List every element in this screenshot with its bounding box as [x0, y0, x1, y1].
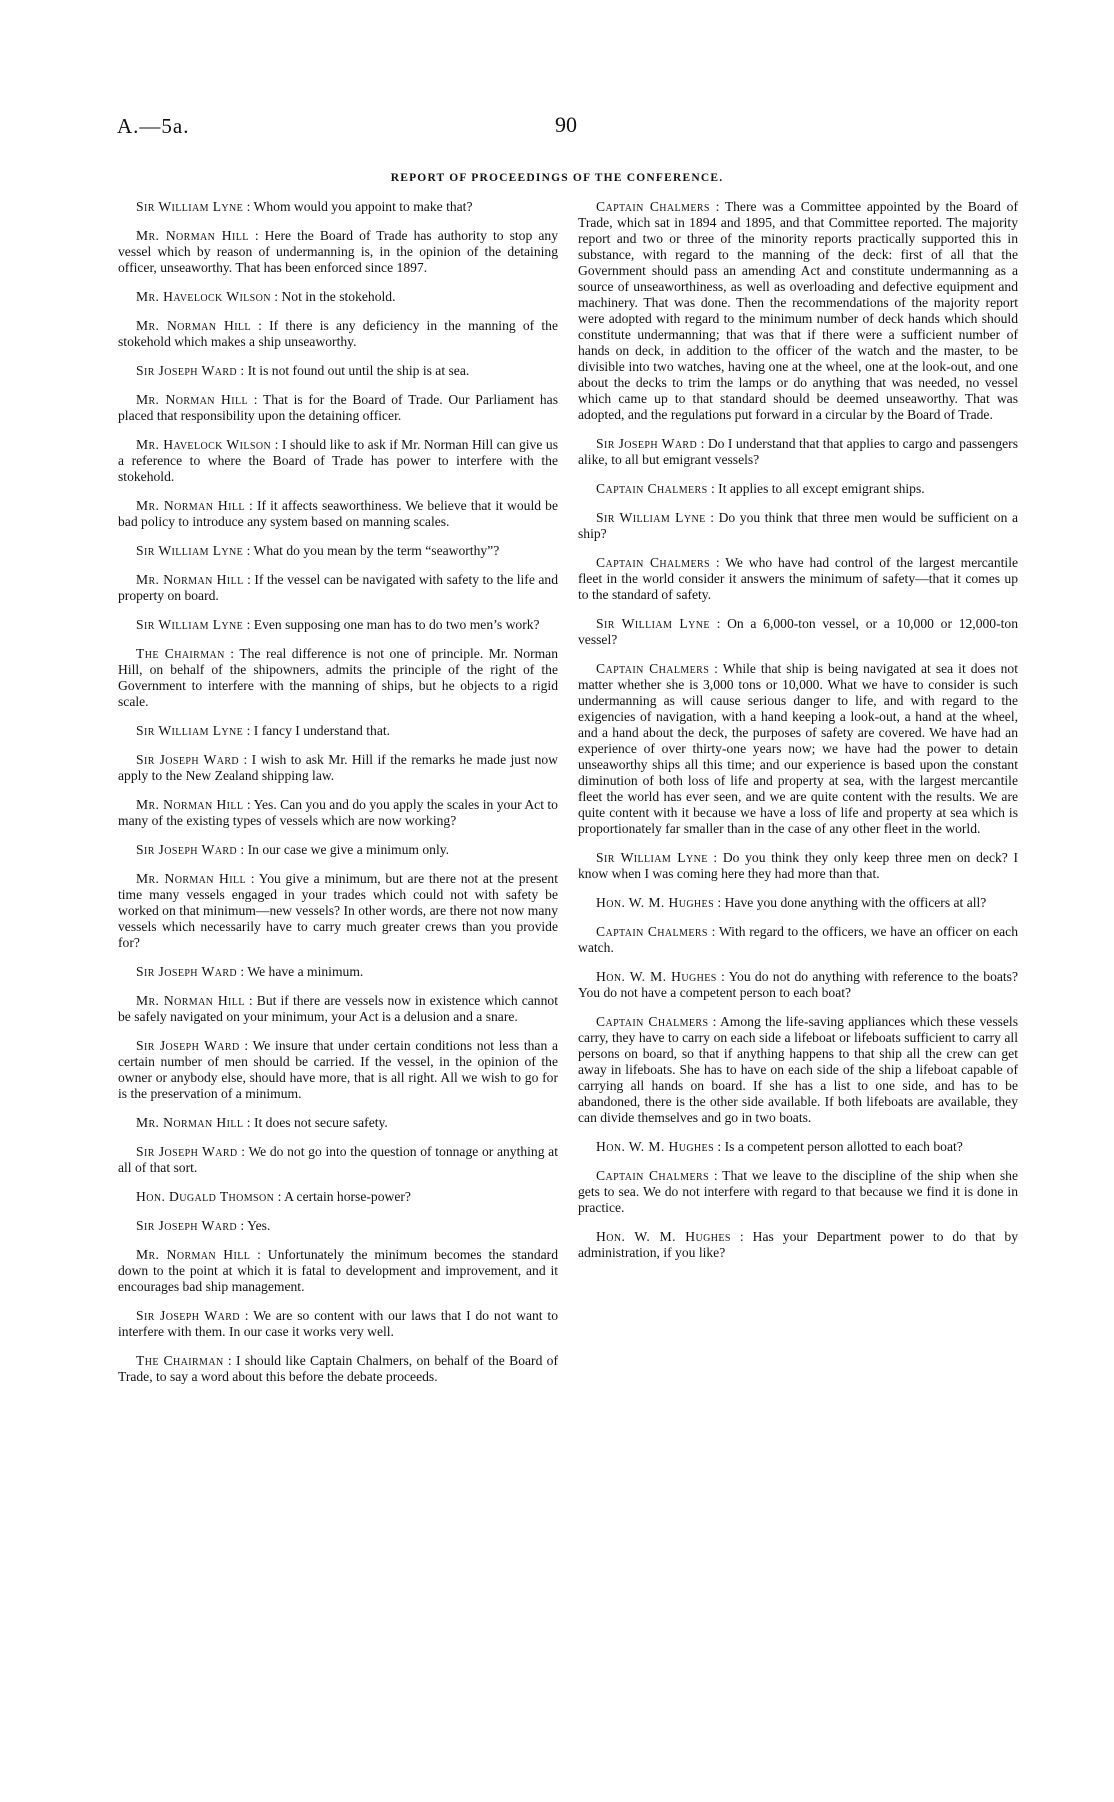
speaker-name: Hon. W. M. Hughes	[596, 895, 715, 910]
speaker-name: Sir William Lyne	[136, 617, 244, 632]
speech-paragraph	[578, 199, 1018, 423]
speaker-separator: :	[707, 481, 719, 496]
speech-text: On a 6,000-ton vessel, or a 10,000 or 12,000-ton vessel?	[578, 616, 1018, 647]
speech-paragraph	[118, 797, 558, 829]
speaker-name: Mr. Norman Hill	[136, 993, 245, 1008]
speaker-separator: :	[709, 199, 725, 214]
document-reference: A.—5a.	[117, 114, 190, 138]
speaker-separator: :	[248, 392, 263, 407]
speech-paragraph	[578, 481, 1018, 497]
speaker-name: Sir Joseph Ward	[136, 1038, 240, 1053]
page-number: 90	[555, 112, 577, 137]
speaker-name: Sir Joseph Ward	[136, 1218, 238, 1233]
speech-paragraph	[118, 318, 558, 350]
speaker-name: Sir William Lyne	[136, 723, 244, 738]
speech-text: Not in the stokehold.	[281, 289, 396, 304]
speech-text: That is for the Board of Trade. Our Parliament has placed that responsibility upon the detaining officer.	[118, 392, 558, 423]
speech-text: There was a Committee appointed by the Board of Trade, which sat in 1894 and 1895, and that Committee reported. The majority report and two or three of the minority reports practically supported this in substance, with regard to the manning of the deck: first of all that the Government should pass an amending Act and constitute undermanning as a source of unseaworthiness, as well as overloading and defective equipment and machinery. That was done. Then the recommendations of the majority report were adopted with regard to the minimum number of deck hands which should constitute undermanning; that was that if there were a sufficient number of hands on deck, in addition to the officer of the watch and the master, to be divisible into two watches, having one at the wheel, one at the look-out, and one about the decks to trim the lamps or do anything that was needed, no vessel which came up to that standard should be deemed unseaworthy. That was adopted, and the regulations put forward in a circular by the Board of Trade.	[578, 199, 1018, 422]
speaker-separator: :	[714, 895, 725, 910]
speaker-separator: :	[243, 723, 254, 738]
speech-paragraph	[118, 392, 558, 424]
speaker-name: Captain Chalmers	[596, 1168, 709, 1183]
speaker-separator: :	[223, 1353, 236, 1368]
speech-text: We insure that under certain conditions not less than a certain number of men should be carried. If the vessel, in the opinion of the owner or anybody else, should have more, that is all right. All we wish to go for is the preservation of a minimum.	[118, 1038, 558, 1101]
speaker-separator: :	[243, 1115, 254, 1130]
speech-paragraph	[578, 661, 1018, 837]
speaker-name: Sir William Lyne	[596, 510, 706, 525]
speaker-name: Mr. Norman Hill	[136, 871, 247, 886]
speech-text: It is not found out until the ship is at sea.	[247, 363, 470, 378]
speaker-separator: :	[716, 969, 729, 984]
speech-paragraph	[118, 1189, 558, 1205]
speaker-separator: :	[274, 1189, 285, 1204]
speech-paragraph	[118, 617, 558, 633]
speech-text: I fancy I understand that.	[253, 723, 391, 738]
speaker-separator: :	[707, 924, 719, 939]
speaker-name: Captain Chalmers	[596, 1014, 709, 1029]
speech-paragraph	[578, 1014, 1018, 1126]
speaker-name: Sir Joseph Ward	[136, 964, 238, 979]
speaker-name: Mr. Norman Hill	[136, 498, 245, 513]
speaker-name: Mr. Norman Hill	[136, 797, 244, 812]
speaker-separator: :	[243, 617, 254, 632]
speech-text: We are so content with our laws that I do not want to interfere with them. In our case it works very well.	[118, 1308, 558, 1339]
speaker-name: Mr. Norman Hill	[136, 318, 251, 333]
speech-paragraph	[118, 289, 558, 305]
speech-paragraph	[118, 199, 558, 215]
speaker-name: Sir William Lyne	[596, 850, 708, 865]
speaker-separator: :	[697, 436, 708, 451]
speech-text: While that ship is being navigated at sea it does not matter whether she is 3,000 tons or 10,000. What we have to consider is such undermanning as will cause serious danger to life, and with regard to the exigencies of navigation, with a hand keeping a look-out, a hand at the wheel, and a hand about the deck, the purposes of safety are covered. We have had an experience of over thirty-one years now; we have had the power to detain unseaworthy ships all this time; and our experience is based upon the constant diminution of both loss of life and property at sea, with the largest mercantile fleet the world has ever seen, and we are quite content with the results. We are quite content with it because we have a loss of life and property at sea which is proportionately far smaller than in the case of any other fleet in the world.	[578, 661, 1018, 836]
speech-text: Do I understand that that applies to cargo and passengers alike, to all but emigrant vessels?	[578, 436, 1018, 467]
speech-paragraph	[578, 1168, 1018, 1216]
speech-text: It applies to all except emigrant ships.	[718, 481, 925, 496]
speech-paragraph	[118, 646, 558, 710]
left-column	[118, 199, 558, 1398]
speaker-name: Captain Chalmers	[596, 555, 711, 570]
speaker-name: Sir William Lyne	[596, 616, 710, 631]
speaker-name: Hon. W. M. Hughes	[596, 1229, 731, 1244]
speech-text: With regard to the officers, we have an officer on each watch.	[578, 924, 1019, 955]
speech-text: I should like Captain Chalmers, on behalf of the Board of Trade, to say a word about this before the debate proceeds.	[118, 1353, 558, 1384]
speaker-name: Sir William Lyne	[136, 543, 244, 558]
speaker-separator: :	[710, 555, 726, 570]
speaker-name: Sir Joseph Ward	[136, 752, 240, 767]
speaker-name: The Chairman	[136, 1353, 224, 1368]
speaker-name: Mr. Norman Hill	[136, 1247, 251, 1262]
speech-text: Do you think that three men would be sufficient on a ship?	[578, 510, 1019, 541]
speech-paragraph	[118, 1038, 558, 1102]
speaker-separator: :	[237, 1144, 249, 1159]
speech-paragraph	[578, 969, 1018, 1001]
speaker-name: Hon. Dugald Thomson	[136, 1189, 275, 1204]
speech-text: It does not secure safety.	[253, 1115, 388, 1130]
speech-text: I should like to ask if Mr. Norman Hill can give us a reference to where the Board of Trade has power to interfere with the stokehold.	[118, 437, 558, 484]
speech-paragraph	[118, 1353, 558, 1385]
speaker-separator: :	[244, 498, 257, 513]
speaker-name: Sir William Lyne	[136, 199, 244, 214]
speech-text: We who have had control of the largest mercantile fleet in the world consider it answers the minimum of safety—that it comes up to the standard of safety.	[578, 555, 1018, 602]
speech-text: Whom would you appoint to make that?	[253, 199, 473, 214]
speaker-name: Mr. Norman Hill	[136, 392, 249, 407]
speaker-separator: :	[237, 964, 248, 979]
page-subtitle: REPORT OF PROCEEDINGS OF THE CONFERENCE.	[390, 172, 724, 184]
speaker-name: Captain Chalmers	[596, 199, 710, 214]
speech-text: You give a minimum, but are there not at the present time many vessels engaged in your trades which could not with safety be worked on that minimum—new vessels? In other words, are there not now many vessels which necessarily have to carry much greater crews than you provide for?	[118, 871, 558, 950]
speaker-separator: :	[730, 1229, 753, 1244]
speaker-separator: :	[707, 850, 723, 865]
speech-paragraph	[578, 1229, 1018, 1261]
speech-text: Unfortunately the minimum becomes the standard down to the point at which it is fatal to development and improvement, and it encourages bad ship management.	[118, 1247, 559, 1294]
speaker-name: Mr. Havelock Wilson	[136, 437, 272, 452]
speaker-name: Hon. W. M. Hughes	[596, 1139, 715, 1154]
speech-paragraph	[118, 1218, 558, 1234]
speech-paragraph	[118, 752, 558, 784]
speech-text: A certain horse-power?	[284, 1189, 411, 1204]
speech-text: That we leave to the discipline of the ship when she gets to sea. We do not interfere with regard to that because we find it is done in practice.	[578, 1168, 1018, 1215]
speaker-name: Mr. Norman Hill	[136, 228, 249, 243]
speaker-separator: :	[709, 661, 723, 676]
speaker-separator: :	[250, 1247, 268, 1262]
speaker-separator: :	[237, 1218, 248, 1233]
speaker-separator: :	[239, 1308, 254, 1323]
speech-text: Has your Department power to do that by administration, if you like?	[578, 1229, 1018, 1260]
speaker-name: Captain Chalmers	[596, 661, 710, 676]
speech-paragraph	[118, 1308, 558, 1340]
speaker-separator: :	[243, 543, 254, 558]
speech-text: You do not do anything with reference to the boats? You do not have a competent person to each boat?	[578, 969, 1018, 1000]
speaker-separator: :	[709, 1168, 723, 1183]
speaker-separator: :	[237, 363, 248, 378]
speaker-separator: :	[708, 1014, 720, 1029]
speech-paragraph	[118, 993, 558, 1025]
right-column	[578, 199, 1018, 1274]
speech-text: Do you think they only keep three men on deck? I know when I was coming here they had more than that.	[578, 850, 1019, 881]
speech-paragraph	[578, 1139, 1018, 1155]
speaker-separator: :	[714, 1139, 725, 1154]
speaker-name: Sir Joseph Ward	[596, 436, 698, 451]
speech-paragraph	[578, 555, 1018, 603]
speaker-separator: :	[246, 871, 259, 886]
speaker-separator: :	[237, 842, 248, 857]
speaker-name: Mr. Havelock Wilson	[136, 289, 271, 304]
speech-paragraph	[118, 871, 558, 951]
speech-paragraph	[578, 924, 1018, 956]
speech-text: If it affects seaworthiness. We believe that it would be bad policy to introduce any system based on manning scales.	[118, 498, 559, 529]
speaker-name: Captain Chalmers	[596, 481, 708, 496]
speaker-separator: :	[244, 993, 257, 1008]
speaker-separator: :	[709, 616, 728, 631]
speech-paragraph	[118, 228, 558, 276]
speech-text: But if there are vessels now in existence which cannot be safely navigated on your minimum, your Act is a delusion and a snare.	[118, 993, 558, 1024]
speaker-separator: :	[243, 797, 254, 812]
speech-text: Yes.	[247, 1218, 271, 1233]
speaker-name: Sir Joseph Ward	[136, 1144, 238, 1159]
speech-paragraph	[118, 723, 558, 739]
speech-text: If there is any deficiency in the manning of the stokehold which makes a ship unseaworthy.	[118, 318, 558, 349]
speech-paragraph	[118, 572, 558, 604]
speech-text: The real difference is not one of principle. Mr. Norman Hill, on behalf of the shipowners, admits the principle of the right of the Government to interfere with the manning of ships, but he objects to a rigid scale.	[118, 646, 559, 709]
speaker-name: The Chairman	[136, 646, 225, 661]
speaker-name: Mr. Norman Hill	[136, 572, 244, 587]
speaker-name: Sir Joseph Ward	[136, 363, 238, 378]
speech-text: We do not go into the question of tonnage or anything at all of that sort.	[118, 1144, 558, 1175]
speaker-separator: :	[239, 752, 252, 767]
speech-text: Even supposing one man has to do two men’s work?	[253, 617, 540, 632]
speech-text: Have you done anything with the officers at all?	[724, 895, 987, 910]
speech-paragraph	[118, 1247, 558, 1295]
speech-text: If the vessel can be navigated with safety to the life and property on board.	[118, 572, 558, 603]
speech-text: Is a competent person allotted to each boat?	[724, 1139, 963, 1154]
speaker-separator: :	[239, 1038, 253, 1053]
speaker-name: Sir Joseph Ward	[136, 842, 238, 857]
speech-text: We have a minimum.	[247, 964, 364, 979]
speech-paragraph	[578, 895, 1018, 911]
speech-paragraph	[578, 616, 1018, 648]
speech-paragraph	[118, 543, 558, 559]
speaker-separator: :	[271, 437, 282, 452]
speaker-separator: :	[250, 318, 270, 333]
speech-paragraph	[118, 964, 558, 980]
speech-text: In our case we give a minimum only.	[247, 842, 450, 857]
speaker-separator: :	[224, 646, 240, 661]
speech-text: I wish to ask Mr. Hill if the remarks he made just now apply to the New Zealand shipping law.	[118, 752, 558, 783]
speech-paragraph	[118, 842, 558, 858]
speech-paragraph	[118, 498, 558, 530]
speech-text: Here the Board of Trade has authority to stop any vessel which by reason of undermanning is, in the opinion of the detaining officer, unseaworthy. That has been enforced since 1897.	[118, 228, 558, 275]
speech-paragraph	[578, 436, 1018, 468]
speaker-separator: :	[248, 228, 265, 243]
speech-text: What do you mean by the term “seaworthy”?	[253, 543, 500, 558]
speaker-separator: :	[243, 572, 255, 587]
speech-paragraph	[118, 1115, 558, 1131]
speaker-name: Sir Joseph Ward	[136, 1308, 240, 1323]
speaker-name: Captain Chalmers	[596, 924, 708, 939]
speech-text: Among the life-saving appliances which these vessels carry, they have to carry on each side a lifeboat or lifeboats sufficient to carry all persons on board, so that if anything happens to that ship all the crew can get away in lifeboats. She has to have on each side of the ship a lifeboat capable of carrying all hands on board. If she has a list to one side, and has to be abandoned, there is the other side available. If both lifeboats are available, they can divide themselves and go in two boats.	[578, 1014, 1018, 1125]
speech-paragraph	[118, 1144, 558, 1176]
speech-paragraph	[118, 437, 558, 485]
speech-text: Yes. Can you and do you apply the scales in your Act to many of the existing types of vessels which are now working?	[118, 797, 558, 828]
speaker-separator: :	[270, 289, 282, 304]
speaker-separator: :	[243, 199, 254, 214]
speech-paragraph	[118, 363, 558, 379]
speaker-name: Mr. Norman Hill	[136, 1115, 244, 1130]
speech-paragraph	[578, 510, 1018, 542]
speaker-separator: :	[705, 510, 719, 525]
speech-paragraph	[578, 850, 1018, 882]
speaker-name: Hon. W. M. Hughes	[596, 969, 717, 984]
